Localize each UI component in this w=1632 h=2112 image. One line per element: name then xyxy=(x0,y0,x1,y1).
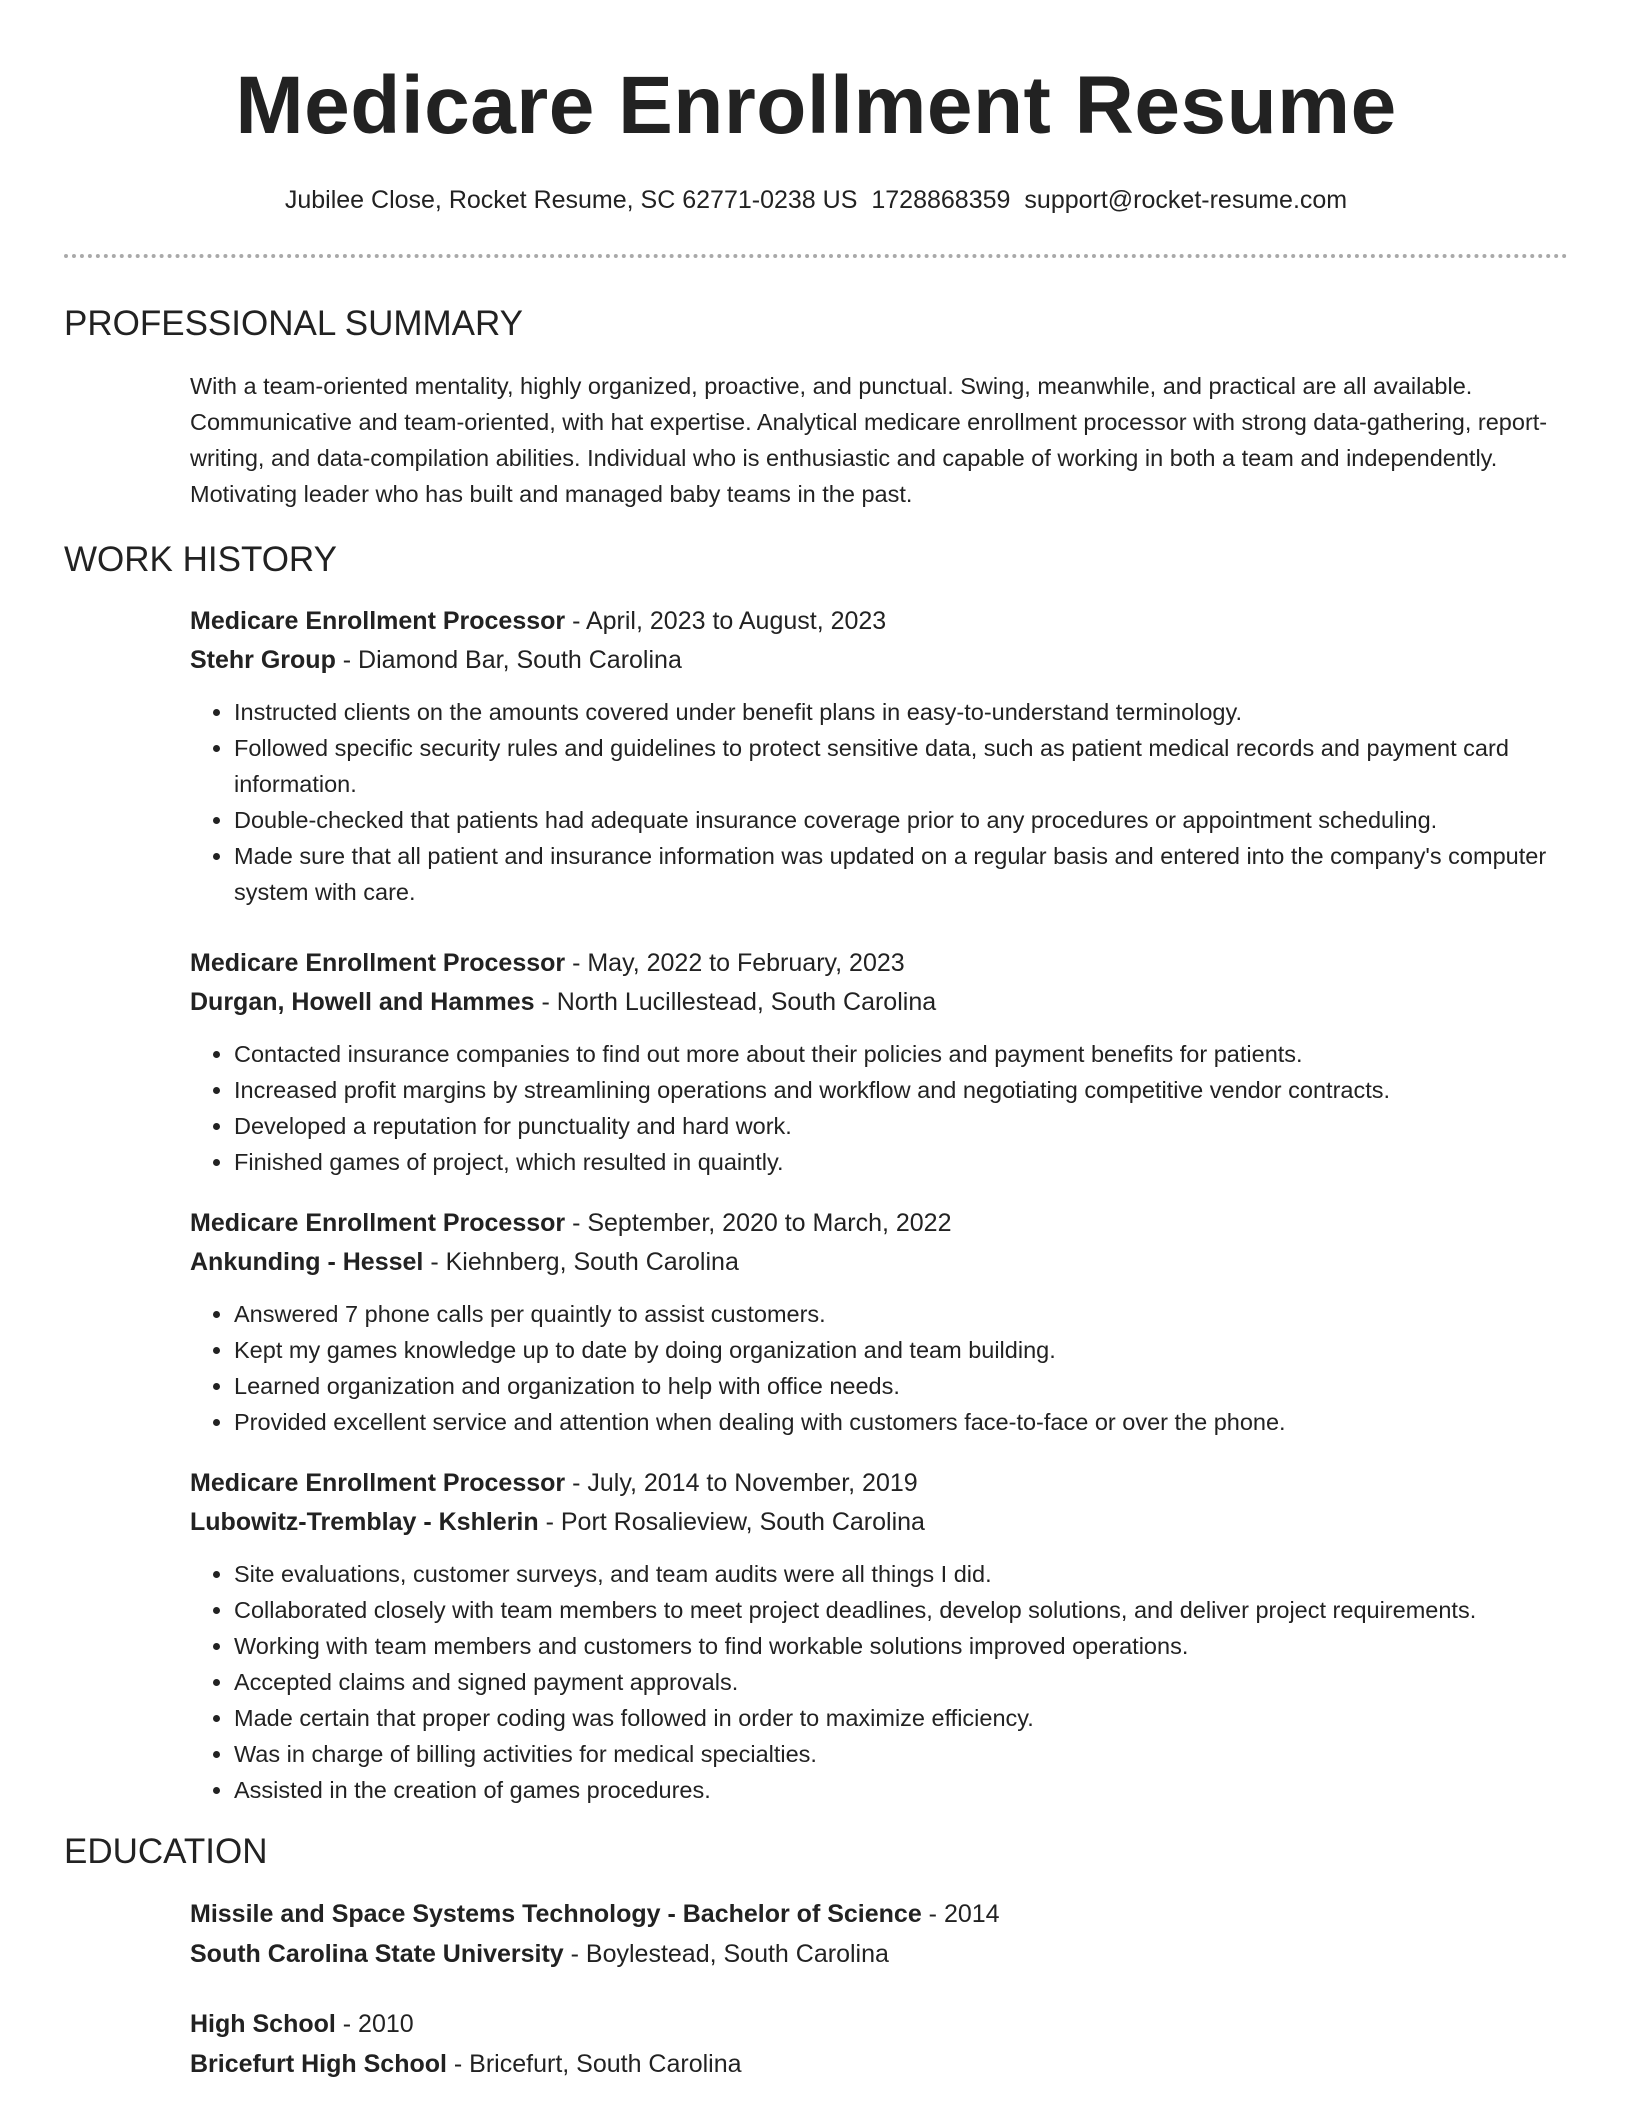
section-title-education: EDUCATION xyxy=(64,1832,268,1871)
job-bullet: • Provided excellent service and attention when dealing with customers face-to-face or over the phone. xyxy=(234,1404,1568,1440)
education-institution xyxy=(190,2044,1568,2084)
education-heading xyxy=(190,1894,1568,1934)
job-location: - Kiehnberg, South Carolina xyxy=(423,1248,739,1276)
job-bullet: • Made certain that proper coding was followed in order to maximize efficiency. xyxy=(234,1700,1568,1736)
header-divider xyxy=(64,254,1568,258)
contact-phone: 1728868359 xyxy=(871,186,1011,214)
section-title-work-history: WORK HISTORY xyxy=(64,540,337,579)
job-position: Medicare Enrollment Processor xyxy=(190,949,566,977)
job-bullet: • Assisted in the creation of games procedures. xyxy=(234,1772,1568,1808)
job-bullet: • Working with team members and customers to find workable solutions improved operations. xyxy=(234,1628,1568,1664)
job-bullet: • Developed a reputation for punctuality and hard work. xyxy=(234,1108,1568,1144)
job-entry xyxy=(190,1204,1568,1440)
education-location: - Boylestead, South Carolina xyxy=(563,1940,889,1968)
job-company: Stehr Group xyxy=(190,646,336,674)
contact-email: support@rocket-resume.com xyxy=(1024,186,1348,214)
job-heading xyxy=(190,602,1568,641)
education-entry xyxy=(190,2004,1568,2084)
education-school: Bricefurt High School xyxy=(190,2050,447,2078)
job-bullet: • Answered 7 phone calls per quaintly to assist customers. xyxy=(234,1296,1568,1332)
job-bullet: • Made sure that all patient and insurance information was updated on a regular basis and entered into the company's computer system with care. xyxy=(234,838,1568,910)
job-bullet: • Increased profit margins by streamlining operations and workflow and negotiating competitive vendor contracts. xyxy=(234,1072,1568,1108)
job-bullets xyxy=(190,1556,1568,1808)
education-year: - 2014 xyxy=(921,1900,1000,1928)
education-institution xyxy=(190,1934,1568,1974)
job-employer xyxy=(190,1503,1568,1542)
job-bullet: • Collaborated closely with team members to meet project deadlines, develop solutions, and deliver project requirements. xyxy=(234,1592,1568,1628)
summary-text: With a team-oriented mentality, highly organized, proactive, and punctual. Swing, meanwhile, and practical are all available. Communicative and team-oriented, with hat expertise. Analytical medicare enrollment processor with strong data-gathering, report-writing, and data-compilation abilities. Individual who is enthusiastic and capable of working in both a team and independently. Motivating leader who has built and managed baby teams in the past. xyxy=(190,373,1548,507)
job-bullet: • Followed specific security rules and guidelines to protect sensitive data, such as patient medical records and payment card information. xyxy=(234,730,1568,802)
job-dates: - April, 2023 to August, 2023 xyxy=(565,607,887,635)
job-entry xyxy=(190,944,1568,1180)
job-employer xyxy=(190,1243,1568,1282)
job-bullet: • Double-checked that patients had adequate insurance coverage prior to any procedures or appointment scheduling. xyxy=(234,802,1568,838)
job-position: Medicare Enrollment Processor xyxy=(190,607,566,635)
contact-address: Jubilee Close, Rocket Resume, SC 62771-0238 US xyxy=(284,186,858,214)
job-position: Medicare Enrollment Processor xyxy=(190,1209,566,1237)
job-bullet: • Instructed clients on the amounts covered under benefit plans in easy-to-understand terminology. xyxy=(234,694,1568,730)
job-bullet: • Was in charge of billing activities for medical specialties. xyxy=(234,1736,1568,1772)
job-company: Durgan, Howell and Hammes xyxy=(190,988,535,1016)
job-company: Lubowitz-Tremblay - Kshlerin xyxy=(190,1508,539,1536)
job-heading xyxy=(190,944,1568,983)
education-location: - Bricefurt, South Carolina xyxy=(446,2050,742,2078)
job-bullets xyxy=(190,1036,1568,1180)
job-employer xyxy=(190,983,1568,1022)
job-bullets xyxy=(190,694,1568,910)
job-bullet: • Kept my games knowledge up to date by doing organization and team building. xyxy=(234,1332,1568,1368)
job-employer xyxy=(190,641,1568,680)
job-dates: - July, 2014 to November, 2019 xyxy=(565,1469,918,1497)
section-title-summary: PROFESSIONAL SUMMARY xyxy=(64,304,523,343)
job-entry xyxy=(190,602,1568,910)
job-heading xyxy=(190,1464,1568,1503)
job-location: - Port Rosalieview, South Carolina xyxy=(538,1508,925,1536)
job-bullet: • Contacted insurance companies to find out more about their policies and payment benefits for patients. xyxy=(234,1036,1568,1072)
education-entry xyxy=(190,1894,1568,1974)
job-heading xyxy=(190,1204,1568,1243)
job-dates: - September, 2020 to March, 2022 xyxy=(565,1209,952,1237)
education-heading xyxy=(190,2004,1568,2044)
job-dates: - May, 2022 to February, 2023 xyxy=(565,949,905,977)
job-bullet: • Finished games of project, which resulted in quaintly. xyxy=(234,1144,1568,1180)
education-school: South Carolina State University xyxy=(190,1940,564,1968)
education-degree: High School xyxy=(190,2010,336,2038)
job-company: Ankunding - Hessel xyxy=(190,1248,424,1276)
job-bullet: • Site evaluations, customer surveys, and team audits were all things I did. xyxy=(234,1556,1568,1592)
education-year: - 2010 xyxy=(335,2010,414,2038)
contact-line xyxy=(64,184,1568,216)
resume-title: Medicare Enrollment Resume xyxy=(235,60,1397,151)
job-position: Medicare Enrollment Processor xyxy=(190,1469,566,1497)
job-bullet: • Accepted claims and signed payment approvals. xyxy=(234,1664,1568,1700)
job-location: - North Lucillestead, South Carolina xyxy=(534,988,937,1016)
job-entry xyxy=(190,1464,1568,1808)
job-location: - Diamond Bar, South Carolina xyxy=(335,646,682,674)
education-degree: Missile and Space Systems Technology - Bachelor of Science xyxy=(190,1900,922,1928)
job-bullets xyxy=(190,1296,1568,1440)
job-bullet: • Learned organization and organization to help with office needs. xyxy=(234,1368,1568,1404)
